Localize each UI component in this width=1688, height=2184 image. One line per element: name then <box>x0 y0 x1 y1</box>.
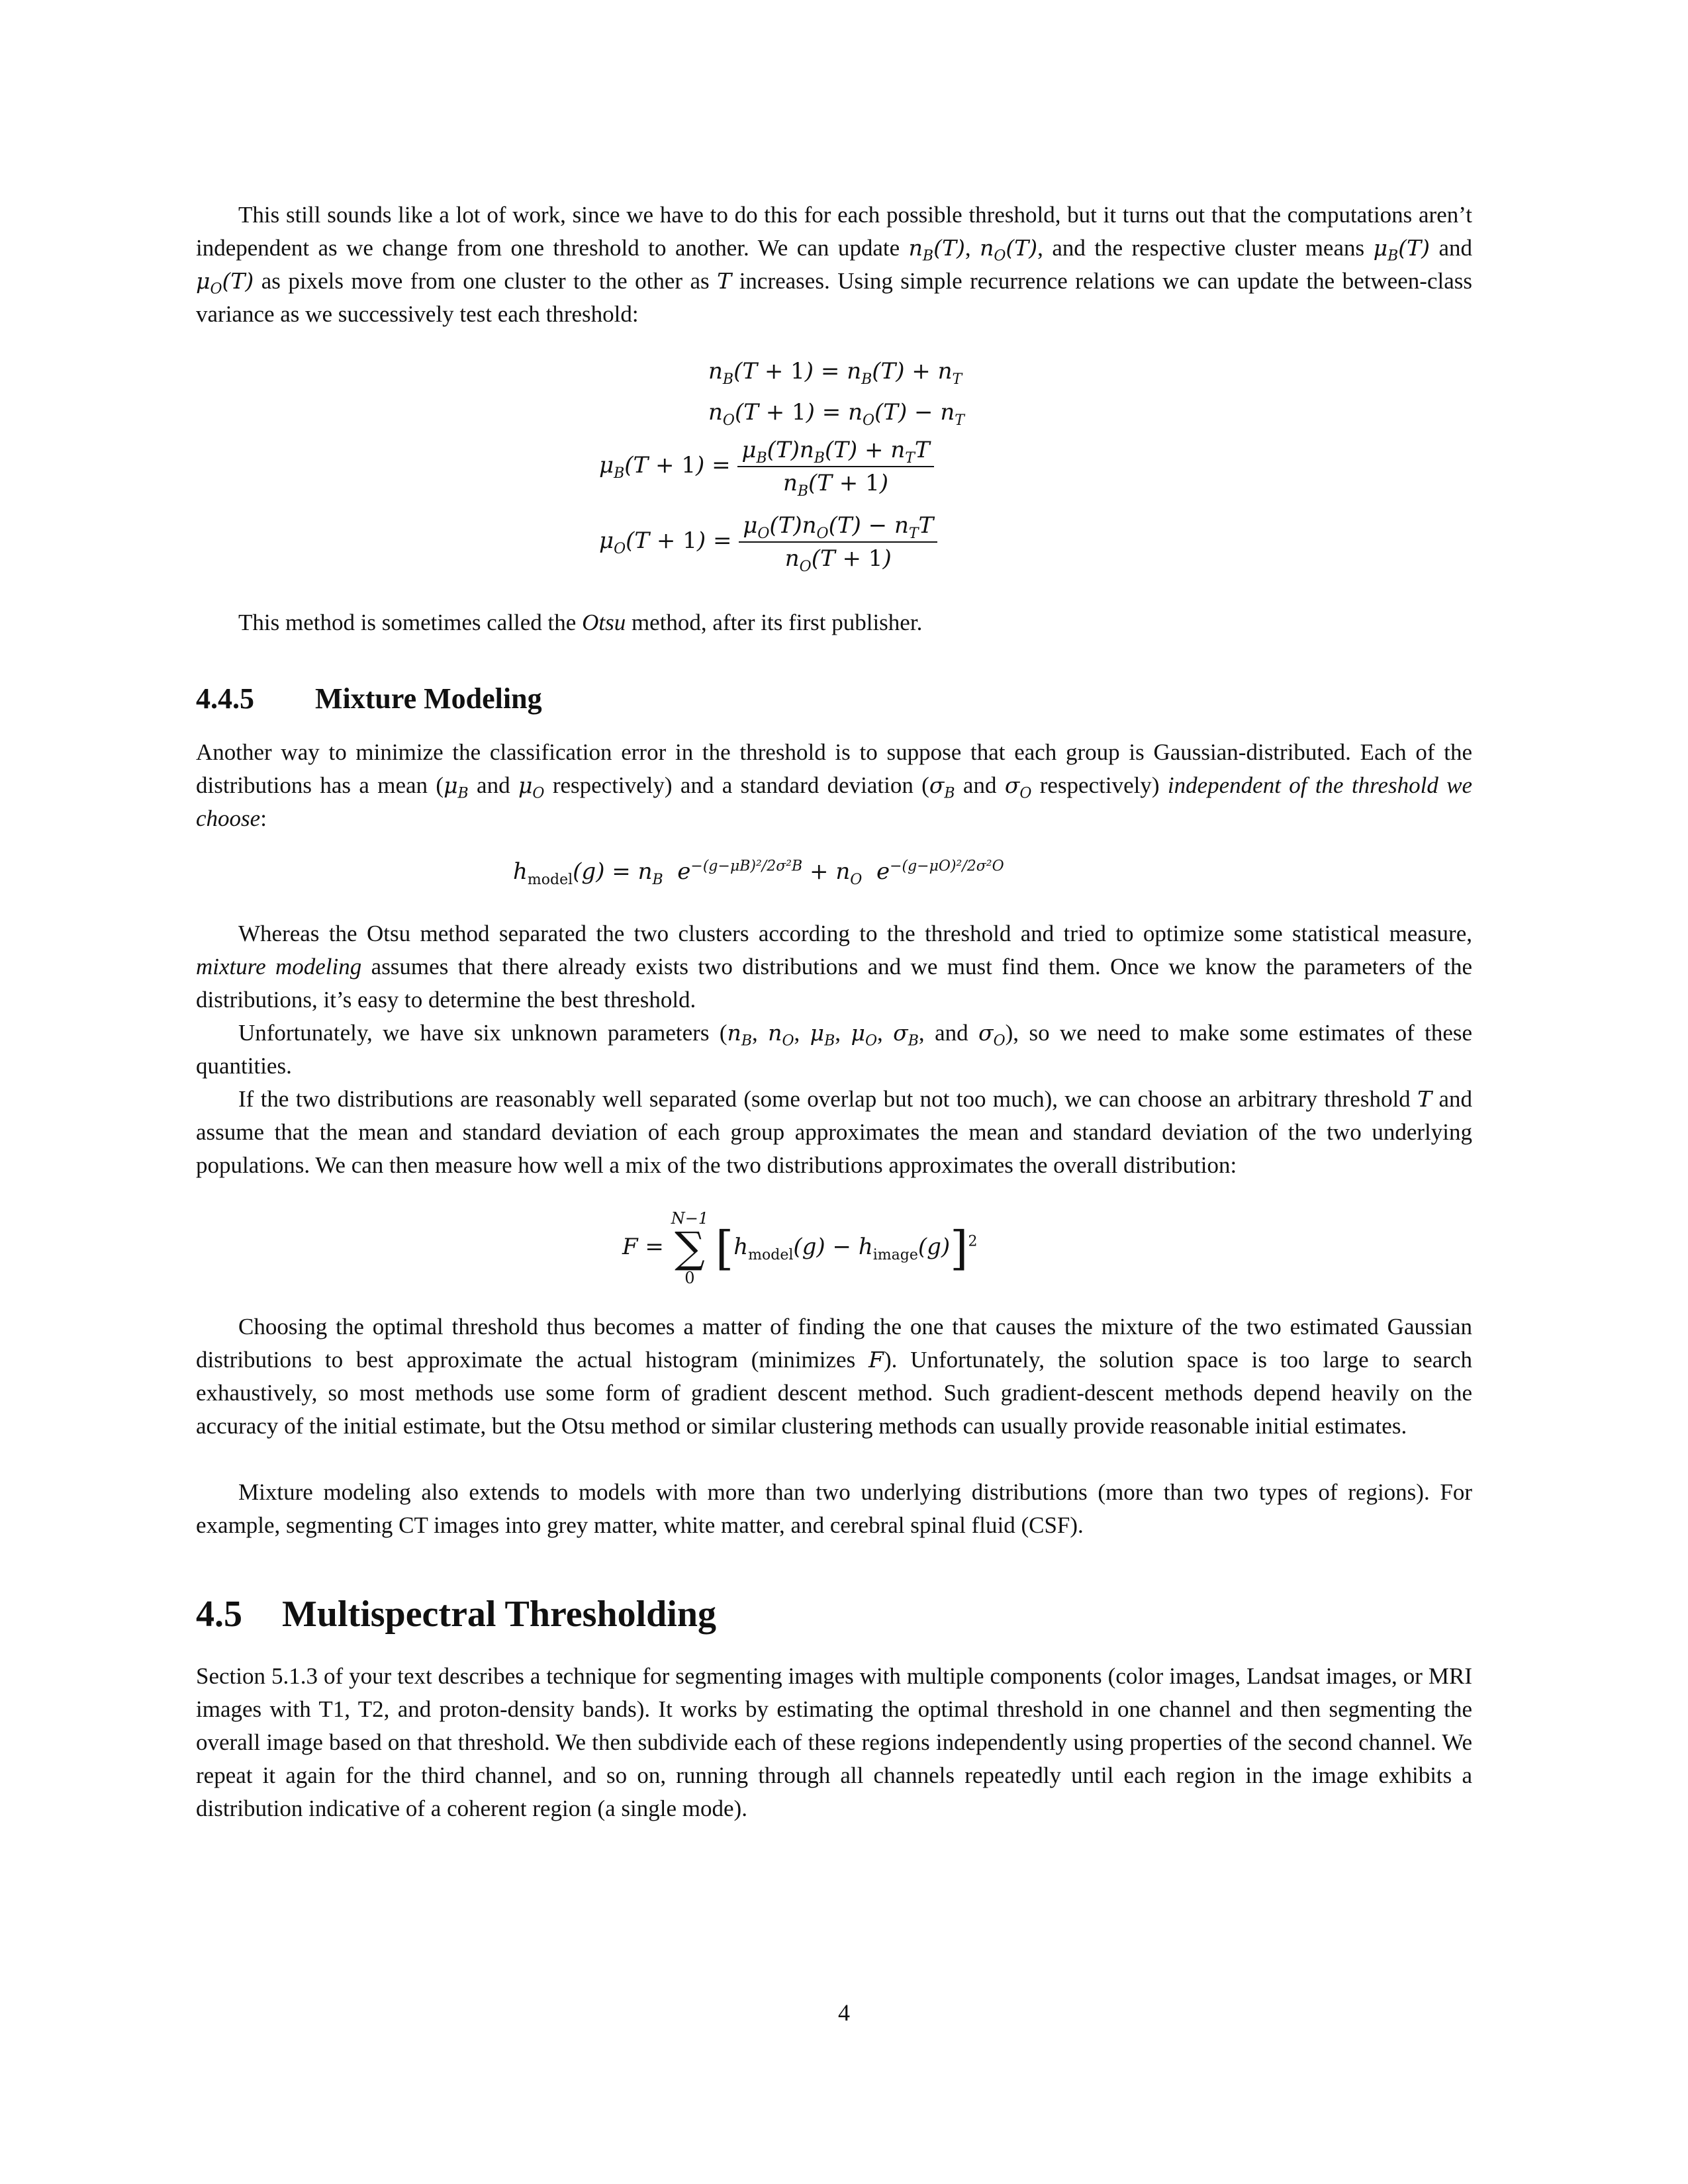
equation-fit-error: F = N−1 ∑ 0 $[h_{model}(g) - h_{image}(g)]^2$ <box>622 1209 978 1287</box>
page-number: 4 <box>838 1999 850 2026</box>
paragraph-3: Another way to minimize the classification error in the threshold is to suppose that each group is Gaussian-distributed. Each of the distributions has a mean ($\mu_B$ and $\mu_O$ respectively) and a standard deviation ($\sigma_B$ and $\sigma_O$ respectively) independent of the threshold we choose: <box>196 739 1473 831</box>
math-nO-T: $n_O(T)$ <box>980 235 1038 265</box>
fraction-muO: $\frac{\mu_O(T)n_O(T) - n_TT}{n_O(T + 1)}$ <box>739 512 937 572</box>
math-muB-T: $\mu_B(T)$ <box>1373 235 1430 265</box>
paragraph-9: Section 5.1.3 of your text describes a technique for segmenting images with multiple components (color images, Landsat images, or MRI images with T1, T2, and proton-density bands). It works by estimating the optimal threshold in one channel and then segmenting the overall image based on that threshold. We then subdivide each of these regions independently using properties of the second channel. We repeat it again for the third channel, and so on, running through all channels repeatedly until each region in the image exhibits a distribution indicative of a coherent region (a single mode). <box>196 1663 1472 1821</box>
math-T: T <box>717 268 732 294</box>
independence-emphasis: independent of the threshold we choose <box>196 772 1473 831</box>
paragraph-2: This method is sometimes called the Otsu method, after its first publisher. <box>238 610 923 635</box>
equation-muB-recurrence: $\mu_B(T + 1)$ = $\frac{\mu_B(T)n_B(T) + n_TT}{n_B(T + 1)}$ <box>599 437 934 496</box>
summation: N−1 ∑ 0 <box>671 1209 709 1287</box>
equation-muO-recurrence: $\mu_O(T + 1)$ = $\frac{\mu_O(T)n_O(T) - n_TT}{n_O(T + 1)}$ <box>599 512 937 572</box>
equation-mixture-model: $h_{model}(g) = n_B$ $e^{-(g-\mu B)^2/2\sigma^2B} + n_O$ $e^{-(g-\mu O)^2/2\sigma^2O}$ <box>513 858 1004 888</box>
math-nB-T: $n_B(T)$ <box>908 235 965 265</box>
section-heading-4-4-5 <box>196 680 1472 717</box>
section-title: Mixture Modeling <box>315 682 542 715</box>
math-muO-T: $\mu_O(T)$ <box>196 268 254 298</box>
paragraph-5: Unfortunately, we have six unknown parameters ($n_B$, $n_O$, $\mu_B$, $\mu_O$, $\sigma_B$, and $\sigma_O$), so we need to make some estimates of these quantities. <box>196 1020 1473 1079</box>
section-heading-4-5 <box>196 1592 1472 1636</box>
otsu-emphasis: Otsu <box>582 610 626 635</box>
equation-nB-recurrence: $n_B(T + 1) = n_B(T) + n_T$ <box>708 358 962 388</box>
section-number: 4.5 <box>196 1594 242 1635</box>
section-number: 4.4.5 <box>196 682 254 715</box>
equation-nO-recurrence: $n_O(T + 1) = n_O(T) - n_T$ <box>708 399 964 429</box>
paragraph-8: Mixture modeling also extends to models with more than two underlying distributions (more than two types of regions). For example, segmenting CT images into grey matter, white matter, and cerebral spinal fluid (CSF). <box>196 1479 1472 1538</box>
paragraph-6: If the two distributions are reasonably well separated (some overlap but not too much), we can choose an arbitrary threshold T and assume that the mean and standard deviation of each group approximates the mean and standard deviation of the two underlying populations. We can then measure how well a mix of the two distributions approximates the overall distribution: <box>196 1086 1473 1178</box>
paragraph-7: Choosing the optimal threshold thus becomes a matter of finding the one that causes the mixture of the two estimated Gaussian distributions to best approximate the actual histogram (minimizes F). Unfortunately, the solution space is too large to search exhaustively, so most methods use some form of gradient descent method. Such gradient-descent methods depend heavily on the accuracy of the initial estimate, but the Otsu method or similar clustering methods can usually provide reasonable initial estimates. <box>196 1314 1472 1439</box>
fraction-muB: $\frac{\mu_B(T)n_B(T) + n_TT}{n_B(T + 1)}$ <box>737 437 933 496</box>
paragraph-1: This still sounds like a lot of work, since we have to do this for each possible threshold, but it turns out that the computations aren’t independent as we change from one threshold to another. We can update $n_B(T)$, $n_O(T)$, and the respective cluster means $\mu_B(T)$ and $\mu_O(T)$ as pixels move from one cluster to the other as T increases. Using simple recurrence relations we can update the between-class variance as we successively test each threshold: <box>196 202 1473 327</box>
paragraph-4: Whereas the Otsu method separated the two clusters according to the threshold and tried to optimize some statistical measure, mixture modeling assumes that there already exists two distributions and we must find them. Once we know the parameters of the distributions, it’s easy to determine the best threshold. <box>196 921 1473 1013</box>
mixture-modeling-emphasis: mixture modeling <box>196 954 362 979</box>
section-title: Multispectral Thresholding <box>282 1594 717 1635</box>
